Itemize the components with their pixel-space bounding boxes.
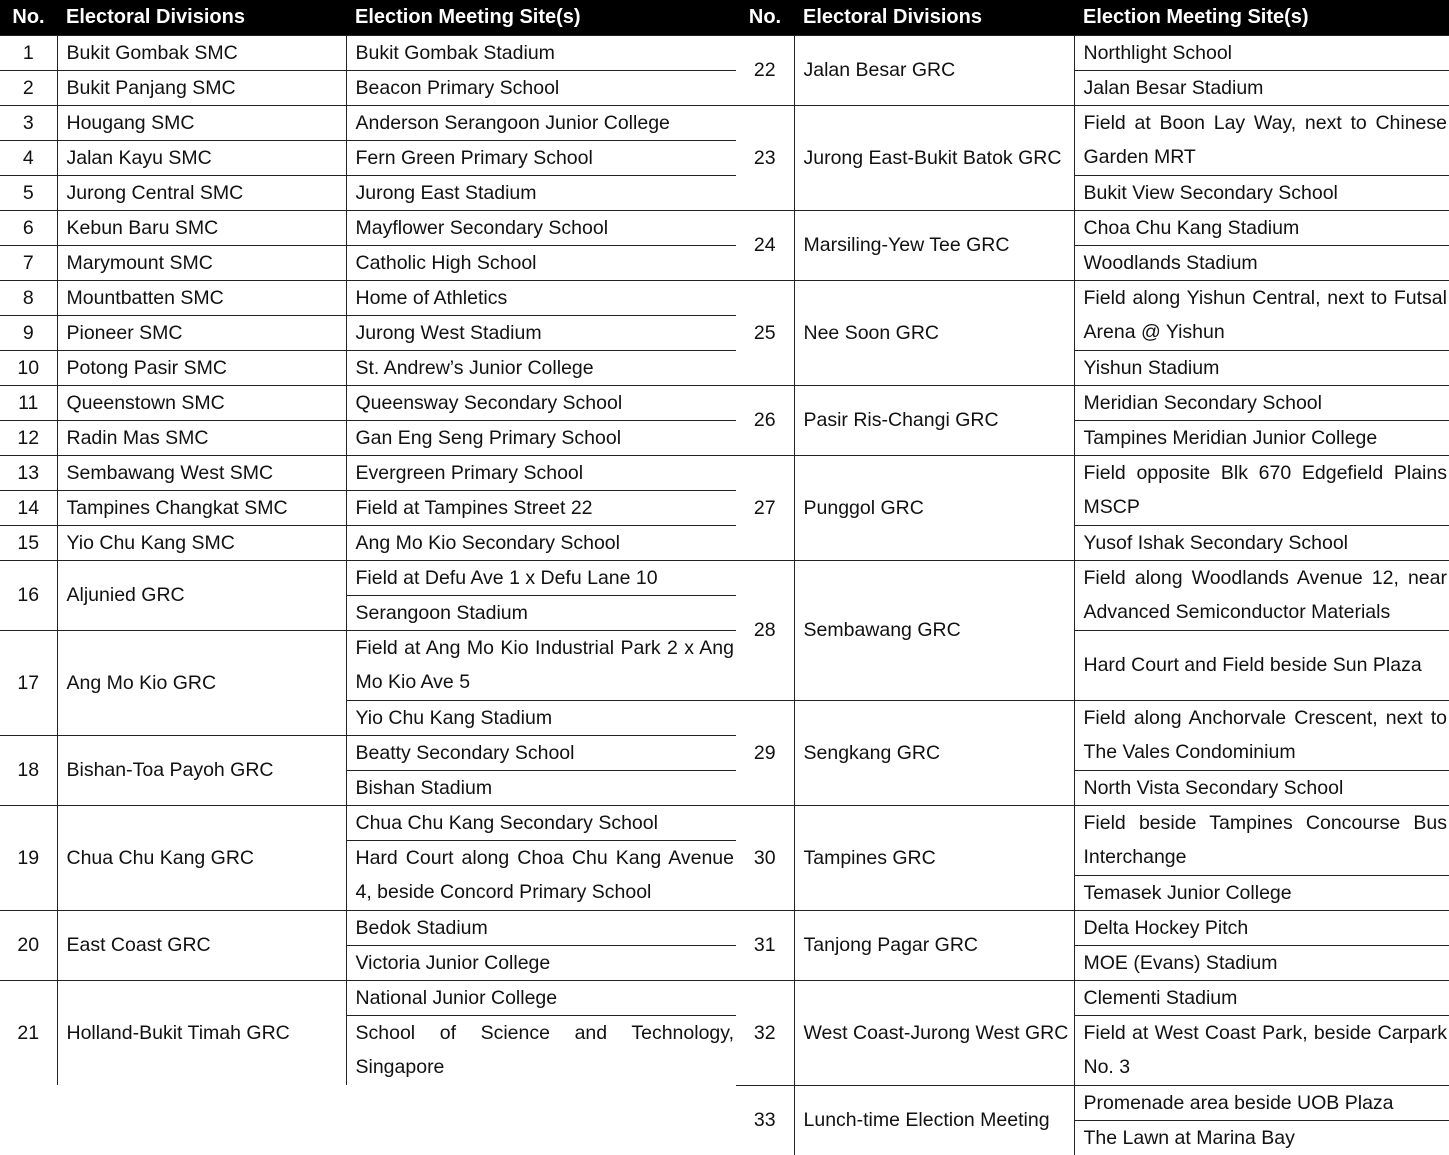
meeting-site: National Junior College <box>346 980 736 1015</box>
table-row <box>736 700 1449 770</box>
electoral-division: Pioneer SMC <box>57 315 346 350</box>
meeting-site: MOE (Evans) Stadium <box>1074 945 1449 980</box>
row-number: 32 <box>736 980 794 1085</box>
meeting-site: Catholic High School <box>346 245 736 280</box>
meeting-site: Queensway Secondary School <box>346 385 736 420</box>
meeting-site: Mayflower Secondary School <box>346 210 736 245</box>
electoral-division: Queenstown SMC <box>57 385 346 420</box>
row-number: 7 <box>0 245 57 280</box>
table-row <box>0 420 736 455</box>
electoral-division: Jurong Central SMC <box>57 175 346 210</box>
row-number: 3 <box>0 105 57 140</box>
table-row <box>0 630 736 700</box>
table-row <box>0 315 736 350</box>
table-row <box>0 350 736 385</box>
meeting-site: Yio Chu Kang Stadium <box>346 700 736 735</box>
meeting-site: Field at Tampines Street 22 <box>346 490 736 525</box>
electoral-division: Sengkang GRC <box>794 700 1074 805</box>
row-number: 21 <box>0 980 57 1085</box>
meeting-site: Anderson Serangoon Junior College <box>346 105 736 140</box>
meeting-site: St. Andrew’s Junior College <box>346 350 736 385</box>
electoral-division: Sembawang GRC <box>794 560 1074 700</box>
meeting-site: Field at Boon Lay Way, next to Chinese Garden MRT <box>1074 105 1449 175</box>
meeting-site: Yishun Stadium <box>1074 350 1449 385</box>
row-number: 24 <box>736 210 794 280</box>
meeting-site: Field at Defu Ave 1 x Defu Lane 10 <box>346 560 736 595</box>
table-row <box>0 805 736 840</box>
electoral-division: Yio Chu Kang SMC <box>57 525 346 560</box>
meeting-site: Bukit View Secondary School <box>1074 175 1449 210</box>
meeting-site: Clementi Stadium <box>1074 980 1449 1015</box>
table-row <box>736 805 1449 875</box>
table-row <box>0 140 736 175</box>
table-row <box>736 385 1449 420</box>
electoral-division: Hougang SMC <box>57 105 346 140</box>
table-row <box>0 490 736 525</box>
row-number: 10 <box>0 350 57 385</box>
electoral-division: Marsiling-Yew Tee GRC <box>794 210 1074 280</box>
meeting-site: North Vista Secondary School <box>1074 770 1449 805</box>
electoral-division: Bishan-Toa Payoh GRC <box>57 735 346 805</box>
table-row <box>0 245 736 280</box>
table-row <box>0 910 736 945</box>
meeting-site: Gan Eng Seng Primary School <box>346 420 736 455</box>
table-row <box>736 1085 1449 1120</box>
meeting-site: Bishan Stadium <box>346 770 736 805</box>
row-number: 4 <box>0 140 57 175</box>
meeting-site: Evergreen Primary School <box>346 455 736 490</box>
row-number: 17 <box>0 630 57 735</box>
table-row <box>0 560 736 595</box>
row-number: 5 <box>0 175 57 210</box>
table-row <box>0 70 736 105</box>
meeting-site: Hard Court along Choa Chu Kang Avenue 4, beside Concord Primary School <box>346 840 736 910</box>
meeting-site: Bedok Stadium <box>346 910 736 945</box>
electoral-division: Mountbatten SMC <box>57 280 346 315</box>
header-row <box>736 0 1449 35</box>
table-row <box>0 280 736 315</box>
row-number: 11 <box>0 385 57 420</box>
header-no: No. <box>0 0 57 35</box>
table-row <box>0 455 736 490</box>
table-row <box>0 210 736 245</box>
table-row <box>736 280 1449 350</box>
electoral-division: Pasir Ris-Changi GRC <box>794 385 1074 455</box>
meeting-site: Choa Chu Kang Stadium <box>1074 210 1449 245</box>
electoral-division: Tampines GRC <box>794 805 1074 910</box>
meeting-site: Woodlands Stadium <box>1074 245 1449 280</box>
electoral-division: Sembawang West SMC <box>57 455 346 490</box>
electoral-division: Tanjong Pagar GRC <box>794 910 1074 980</box>
table-row <box>736 560 1449 630</box>
row-number: 25 <box>736 280 794 385</box>
row-number: 30 <box>736 805 794 910</box>
left-table-body <box>0 35 736 1085</box>
meeting-site: Beacon Primary School <box>346 70 736 105</box>
election-table-right <box>736 0 1449 1155</box>
electoral-division: Bukit Gombak SMC <box>57 35 346 70</box>
row-number: 12 <box>0 420 57 455</box>
electoral-division: Marymount SMC <box>57 245 346 280</box>
table-row <box>736 210 1449 245</box>
electoral-division: Chua Chu Kang GRC <box>57 805 346 910</box>
row-number: 23 <box>736 105 794 210</box>
meeting-site: Fern Green Primary School <box>346 140 736 175</box>
meeting-site: Field at West Coast Park, beside Carpark No. 3 <box>1074 1015 1449 1085</box>
row-number: 29 <box>736 700 794 805</box>
electoral-division: West Coast-Jurong West GRC <box>794 980 1074 1085</box>
meeting-site: Beatty Secondary School <box>346 735 736 770</box>
table-row <box>736 35 1449 70</box>
meeting-site: Ang Mo Kio Secondary School <box>346 525 736 560</box>
meeting-site: Temasek Junior College <box>1074 875 1449 910</box>
row-number: 20 <box>0 910 57 980</box>
meeting-site: Meridian Secondary School <box>1074 385 1449 420</box>
row-number: 1 <box>0 35 57 70</box>
meeting-site: Chua Chu Kang Secondary School <box>346 805 736 840</box>
meeting-site: Hard Court and Field beside Sun Plaza <box>1074 630 1449 700</box>
header-row <box>0 0 736 35</box>
table-row <box>0 735 736 770</box>
meeting-site: Field opposite Blk 670 Edgefield Plains MSCP <box>1074 455 1449 525</box>
meeting-site: School of Science and Technology, Singapore <box>346 1015 736 1085</box>
table-row <box>0 980 736 1015</box>
table-row <box>0 175 736 210</box>
electoral-division: Aljunied GRC <box>57 560 346 630</box>
row-number: 27 <box>736 455 794 560</box>
electoral-division: Ang Mo Kio GRC <box>57 630 346 735</box>
electoral-division: Holland-Bukit Timah GRC <box>57 980 346 1085</box>
header-division: Electoral Divisions <box>57 0 346 35</box>
meeting-site: Bukit Gombak Stadium <box>346 35 736 70</box>
meeting-site: Victoria Junior College <box>346 945 736 980</box>
header-site: Election Meeting Site(s) <box>346 0 736 35</box>
meeting-site: Field at Ang Mo Kio Industrial Park 2 x Ang Mo Kio Ave 5 <box>346 630 736 700</box>
meeting-site: Northlight School <box>1074 35 1449 70</box>
electoral-division: Jurong East-Bukit Batok GRC <box>794 105 1074 210</box>
meeting-site: Serangoon Stadium <box>346 595 736 630</box>
meeting-site: Field beside Tampines Concourse Bus Interchange <box>1074 805 1449 875</box>
table-row <box>0 105 736 140</box>
table-row <box>736 980 1449 1015</box>
meeting-site: Jurong East Stadium <box>346 175 736 210</box>
electoral-division: Lunch-time Election Meeting <box>794 1085 1074 1155</box>
meeting-site: Jalan Besar Stadium <box>1074 70 1449 105</box>
row-number: 26 <box>736 385 794 455</box>
table-row <box>736 105 1449 175</box>
header-division: Electoral Divisions <box>794 0 1074 35</box>
table-row <box>736 910 1449 945</box>
meeting-site: Field along Yishun Central, next to Futsal Arena @ Yishun <box>1074 280 1449 350</box>
meeting-site: Yusof Ishak Secondary School <box>1074 525 1449 560</box>
electoral-division: Bukit Panjang SMC <box>57 70 346 105</box>
row-number: 2 <box>0 70 57 105</box>
row-number: 15 <box>0 525 57 560</box>
table-row <box>0 525 736 560</box>
electoral-division: Jalan Besar GRC <box>794 35 1074 105</box>
row-number: 18 <box>0 735 57 805</box>
row-number: 31 <box>736 910 794 980</box>
electoral-division: Nee Soon GRC <box>794 280 1074 385</box>
table-row <box>0 35 736 70</box>
electoral-division: Kebun Baru SMC <box>57 210 346 245</box>
table-row <box>736 455 1449 525</box>
meeting-site: Jurong West Stadium <box>346 315 736 350</box>
header-no: No. <box>736 0 794 35</box>
row-number: 16 <box>0 560 57 630</box>
meeting-site: Field along Woodlands Avenue 12, near Advanced Semiconductor Materials <box>1074 560 1449 630</box>
right-table-panel <box>736 0 1449 1149</box>
row-number: 19 <box>0 805 57 910</box>
right-table-body <box>736 35 1449 1155</box>
row-number: 8 <box>0 280 57 315</box>
election-table-left <box>0 0 736 1085</box>
meeting-site: Tampines Meridian Junior College <box>1074 420 1449 455</box>
electoral-division: East Coast GRC <box>57 910 346 980</box>
row-number: 22 <box>736 35 794 105</box>
electoral-division: Tampines Changkat SMC <box>57 490 346 525</box>
row-number: 13 <box>0 455 57 490</box>
meeting-site: Home of Athletics <box>346 280 736 315</box>
row-number: 14 <box>0 490 57 525</box>
table-row <box>0 385 736 420</box>
meeting-site: The Lawn at Marina Bay <box>1074 1120 1449 1155</box>
meeting-site: Delta Hockey Pitch <box>1074 910 1449 945</box>
left-table-panel <box>0 0 736 1080</box>
meeting-site: Field along Anchorvale Crescent, next to The Vales Condominium <box>1074 700 1449 770</box>
meeting-site: Promenade area beside UOB Plaza <box>1074 1085 1449 1120</box>
electoral-division: Punggol GRC <box>794 455 1074 560</box>
electoral-division: Jalan Kayu SMC <box>57 140 346 175</box>
row-number: 28 <box>736 560 794 700</box>
electoral-division: Potong Pasir SMC <box>57 350 346 385</box>
electoral-division: Radin Mas SMC <box>57 420 346 455</box>
row-number: 9 <box>0 315 57 350</box>
row-number: 6 <box>0 210 57 245</box>
header-site: Election Meeting Site(s) <box>1074 0 1449 35</box>
row-number: 33 <box>736 1085 794 1155</box>
